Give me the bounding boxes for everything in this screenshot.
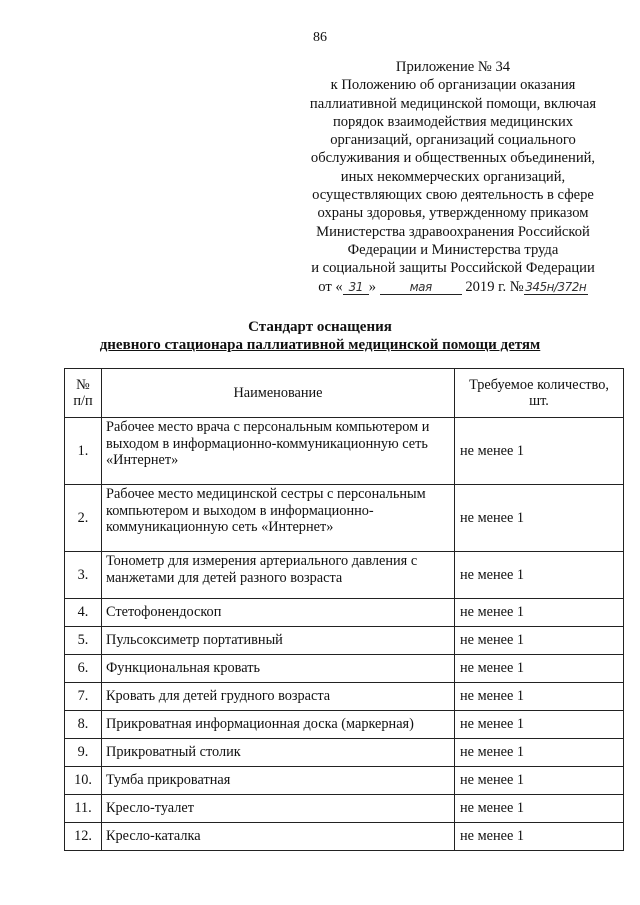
row-qty: не менее 1 xyxy=(455,711,624,739)
appendix-title: Приложение № 34 xyxy=(395,59,511,75)
appendix-line: паллиативной медицинской помощи, включая xyxy=(309,95,597,112)
table-row xyxy=(65,683,624,711)
title-line-1: Стандарт оснащения xyxy=(248,319,392,335)
order-number xyxy=(524,281,588,295)
row-num: 6. xyxy=(65,655,102,683)
title-line-2: дневного стационара паллиативной медицинской помощи детям xyxy=(99,337,541,353)
table-row xyxy=(65,485,624,552)
row-qty: не менее 1 xyxy=(455,767,624,795)
row-qty: не менее 1 xyxy=(455,655,624,683)
header-qty: Требуемое количество, шт. xyxy=(455,369,624,418)
table-row xyxy=(65,552,624,599)
appendix-line: организаций, организаций социального xyxy=(330,132,576,149)
appendix-line: иных некоммерческих организаций, xyxy=(340,168,566,185)
row-name: Кресло-каталка xyxy=(102,823,455,851)
order-date-line xyxy=(300,278,606,296)
row-name: Прикроватная информационная доска (маркерная) xyxy=(102,711,455,739)
page-number: 86 xyxy=(313,30,327,45)
row-qty: не менее 1 xyxy=(455,795,624,823)
table-row xyxy=(65,627,624,655)
row-num: 8. xyxy=(65,711,102,739)
row-name: Тонометр для измерения артериального давления с манжетами для детей разного возраста xyxy=(102,552,455,599)
row-qty: не менее 1 xyxy=(455,823,624,851)
row-num: 1. xyxy=(65,418,102,485)
table-row xyxy=(65,599,624,627)
row-num: 12. xyxy=(65,823,102,851)
row-qty: не менее 1 xyxy=(455,485,624,552)
table-header-row xyxy=(65,369,624,418)
row-name: Тумба прикроватная xyxy=(102,767,455,795)
table-row xyxy=(65,767,624,795)
equipment-table xyxy=(64,368,624,851)
header-name: Наименование xyxy=(102,369,455,418)
row-qty: не менее 1 xyxy=(455,683,624,711)
row-name: Функциональная кровать xyxy=(102,655,455,683)
appendix-line: осуществляющих свою деятельность в сфере xyxy=(312,187,594,204)
row-qty: не менее 1 xyxy=(455,627,624,655)
header-num: № п/п xyxy=(65,369,102,418)
date-prefix: от « xyxy=(318,278,343,295)
appendix-line: обслуживания и общественных объединений, xyxy=(310,150,596,167)
table-row xyxy=(65,823,624,851)
row-name: Рабочее место врача с персональным компьютером и выходом в информационно-коммуникационную сеть «Интернет» xyxy=(102,418,455,485)
table-row xyxy=(65,711,624,739)
appendix-block xyxy=(300,58,606,296)
document-title xyxy=(0,318,640,354)
table-row xyxy=(65,795,624,823)
date-suffix: 2019 г. № xyxy=(465,278,524,295)
row-name: Кресло-туалет xyxy=(102,795,455,823)
appendix-line: Министерства здравоохранения Российской xyxy=(316,223,590,240)
row-qty: не менее 1 xyxy=(455,418,624,485)
table-row xyxy=(65,655,624,683)
handwritten-day: 31 xyxy=(348,279,363,294)
row-name: Прикроватный столик xyxy=(102,739,455,767)
row-num: 4. xyxy=(65,599,102,627)
table-row xyxy=(65,418,624,485)
row-num: 11. xyxy=(65,795,102,823)
table-row xyxy=(65,739,624,767)
row-num: 10. xyxy=(65,767,102,795)
date-mid: » xyxy=(368,278,376,295)
appendix-line: Федерации и Министерства труда xyxy=(347,241,559,258)
appendix-line: и социальной защиты Российской Федерации xyxy=(311,260,595,277)
handwritten-number: 345н/372н xyxy=(525,279,587,294)
row-name: Пульсоксиметр портативный xyxy=(102,627,455,655)
row-qty: не менее 1 xyxy=(455,739,624,767)
row-name: Стетофонендоскоп xyxy=(102,599,455,627)
row-name: Рабочее место медицинской сестры с персональным компьютером и выходом в информационно-коммуникационную сеть «Интернет» xyxy=(102,485,455,552)
date-month xyxy=(380,281,462,295)
row-qty: не менее 1 xyxy=(455,552,624,599)
row-num: 2. xyxy=(65,485,102,552)
row-qty: не менее 1 xyxy=(455,599,624,627)
appendix-line: к Положению об организации оказания xyxy=(330,77,576,94)
appendix-line: порядок взаимодействия медицинских xyxy=(332,113,574,130)
row-num: 7. xyxy=(65,683,102,711)
row-num: 5. xyxy=(65,627,102,655)
handwritten-month: мая xyxy=(409,279,432,294)
row-num: 3. xyxy=(65,552,102,599)
row-name: Кровать для детей грудного возраста xyxy=(102,683,455,711)
row-num: 9. xyxy=(65,739,102,767)
appendix-line: охраны здоровья, утвержденному приказом xyxy=(317,205,589,222)
date-day xyxy=(343,281,369,295)
